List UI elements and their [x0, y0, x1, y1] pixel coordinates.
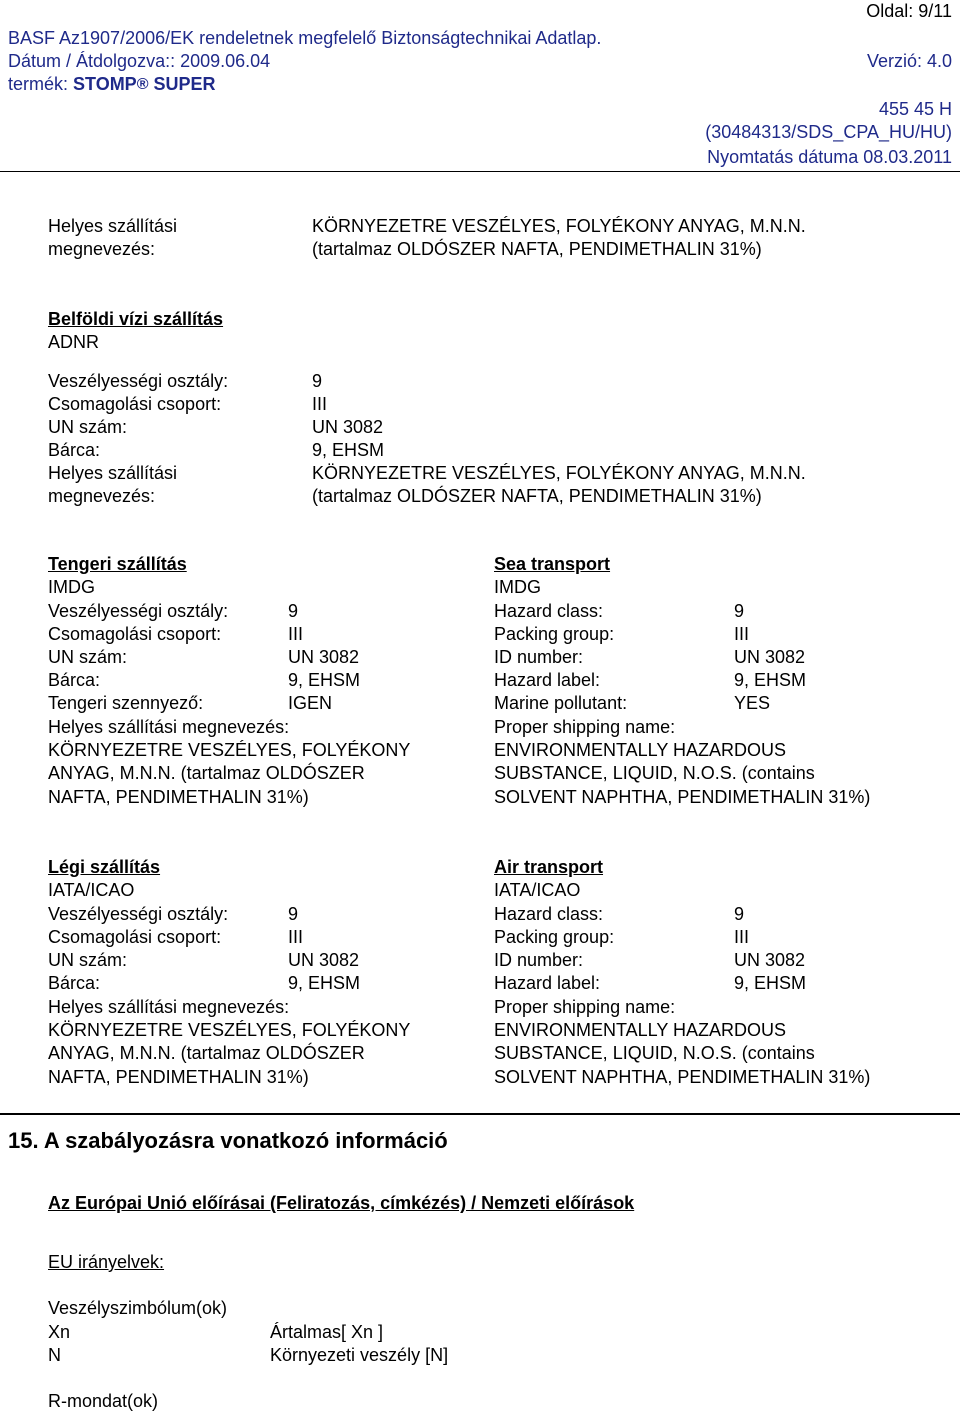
shipping-name-value: (tartalmaz OLDÓSZER NAFTA, PENDIMETHALIN 31%) [312, 239, 762, 259]
hazard-label-label: Hazard label: [494, 973, 601, 993]
product-prefix: termék: [8, 74, 74, 94]
air-code-en: IATA/ICAO [494, 880, 581, 900]
hazard-class-value: 9 [734, 904, 745, 924]
hazard-label-value: 9, EHSM [288, 670, 361, 690]
un-number-label: UN szám: [48, 417, 128, 437]
shipping-name-line: SOLVENT NAPHTHA, PENDIMETHALIN 31%) [494, 787, 871, 807]
hazard-class-label: Veszélyességi osztály: [48, 904, 229, 924]
shipping-name-value: (tartalmaz OLDÓSZER NAFTA, PENDIMETHALIN 31%) [312, 486, 762, 506]
air-heading-en: Air transport [494, 857, 604, 877]
hazard-class-label: Veszélyességi osztály: [48, 371, 229, 391]
shipping-name-label: Helyes szállítási megnevezés: [48, 997, 290, 1017]
header-divider [0, 171, 960, 172]
packing-group-label: Packing group: [494, 927, 615, 947]
hazard-class-value: 9 [288, 601, 299, 621]
un-number-value: UN 3082 [288, 647, 360, 667]
hazard-label-label: Hazard label: [494, 670, 601, 690]
shipping-name-line: KÖRNYEZETRE VESZÉLYES, FOLYÉKONY [48, 1020, 411, 1040]
hazard-label-value: 9, EHSM [734, 670, 807, 690]
hazard-class-value: 9 [288, 904, 299, 924]
symbol-code: Xn [48, 1322, 71, 1342]
symbol-description: Ártalmas[ Xn ] [270, 1322, 384, 1342]
shipping-name-line: NAFTA, PENDIMETHALIN 31%) [48, 787, 309, 807]
id-number-value: UN 3082 [734, 950, 806, 970]
shipping-name-line: NAFTA, PENDIMETHALIN 31%) [48, 1067, 309, 1087]
sea-heading-hu: Tengeri szállítás [48, 554, 187, 574]
shipping-name-label: megnevezés: [48, 239, 156, 259]
packing-group-value: III [312, 394, 328, 414]
shipping-name-line: ANYAG, M.N.N. (tartalmaz OLDÓSZER [48, 1043, 365, 1063]
un-number-label: UN szám: [48, 647, 128, 667]
hazard-label-label: Bárca: [48, 973, 101, 993]
shipping-name-label: Helyes szállítási megnevezés: [48, 717, 290, 737]
shipping-name-line: KÖRNYEZETRE VESZÉLYES, FOLYÉKONY [48, 740, 411, 760]
shipping-name-value: KÖRNYEZETRE VESZÉLYES, FOLYÉKONY ANYAG, M.N.N. [312, 216, 806, 236]
page-number: Oldal: 9/11 [866, 1, 952, 21]
un-number-label: UN szám: [48, 950, 128, 970]
shipping-name-line: SUBSTANCE, LIQUID, N.O.S. (contains [494, 1043, 815, 1063]
product-code: 455 45 H [878, 99, 952, 119]
sea-code-hu: IMDG [48, 577, 95, 597]
sea-code-en: IMDG [494, 577, 541, 597]
eu-regulations-heading: Az Európai Unió előírásai (Feliratozás, címkézés) / Nemzeti előírások [48, 1193, 635, 1213]
packing-group-label: Packing group: [494, 624, 615, 644]
hazard-class-value: 9 [312, 371, 323, 391]
hazard-class-label: Hazard class: [494, 904, 604, 924]
shipping-name-line: ANYAG, M.N.N. (tartalmaz OLDÓSZER [48, 763, 365, 783]
shipping-name-line: ENVIRONMENTALLY HAZARDOUS [494, 1020, 787, 1040]
r-phrases-label: R-mondat(ok) [48, 1391, 159, 1411]
packing-group-value: III [288, 927, 304, 947]
product-name: STOMP® SUPER [73, 74, 216, 94]
hazard-class-label: Veszélyességi osztály: [48, 601, 229, 621]
id-number-label: ID number: [494, 647, 584, 667]
packing-group-label: Csomagolási csoport: [48, 624, 222, 644]
shipping-name-line: SOLVENT NAPHTHA, PENDIMETHALIN 31%) [494, 1067, 871, 1087]
marine-pollutant-label: Marine pollutant: [494, 693, 628, 713]
sea-heading-en: Sea transport [494, 554, 611, 574]
inland-code: ADNR [48, 332, 100, 352]
symbol-code: N [48, 1345, 61, 1365]
packing-group-value: III [734, 624, 750, 644]
hazard-label-label: Bárca: [48, 670, 101, 690]
print-date: Nyomtatás dátuma 08.03.2011 [707, 147, 952, 167]
marine-pollutant-value: IGEN [288, 693, 333, 713]
shipping-name-label: Helyes szállítási [48, 216, 178, 236]
un-number-value: UN 3082 [288, 950, 360, 970]
hazard-class-value: 9 [734, 601, 745, 621]
symbol-description: Környezeti veszély [N] [270, 1345, 449, 1365]
shipping-name-label: Helyes szállítási [48, 463, 178, 483]
packing-group-value: III [734, 927, 750, 947]
id-number-value: UN 3082 [734, 647, 806, 667]
packing-group-label: Csomagolási csoport: [48, 394, 222, 414]
un-number-value: UN 3082 [312, 417, 384, 437]
revision-date: Dátum / Átdolgozva:: 2009.06.04 [8, 51, 271, 71]
packing-group-value: III [288, 624, 304, 644]
hazard-label-label: Bárca: [48, 440, 101, 460]
shipping-name-label: megnevezés: [48, 486, 156, 506]
document-id: (30484313/SDS_CPA_HU/HU) [705, 122, 952, 142]
inland-heading: Belföldi vízi szállítás [48, 309, 224, 329]
registered-mark: ® [136, 76, 149, 93]
document-title: BASF Az1907/2006/EK rendeletnek megfelelő Biztonságtechnikai Adatlap. [8, 28, 602, 48]
hazard-label-value: 9, EHSM [288, 973, 361, 993]
product-line [8, 73, 216, 96]
marine-pollutant-label: Tengeri szennyező: [48, 693, 204, 713]
shipping-name-line: ENVIRONMENTALLY HAZARDOUS [494, 740, 787, 760]
shipping-name-label: Proper shipping name: [494, 717, 676, 737]
hazard-label-value: 9, EHSM [734, 973, 807, 993]
eu-directives-label: EU irányelvek: [48, 1252, 165, 1272]
hazard-label-value: 9, EHSM [312, 440, 385, 460]
air-code-hu: IATA/ICAO [48, 880, 135, 900]
shipping-name-label: Proper shipping name: [494, 997, 676, 1017]
section-divider [0, 1113, 960, 1115]
hazard-symbols-label: Veszélyszimbólum(ok) [48, 1298, 228, 1318]
air-heading-hu: Légi szállítás [48, 857, 161, 877]
section-15-title: 15. A szabályozásra vonatkozó információ [8, 1128, 448, 1153]
hazard-class-label: Hazard class: [494, 601, 604, 621]
shipping-name-value: KÖRNYEZETRE VESZÉLYES, FOLYÉKONY ANYAG, M.N.N. [312, 463, 806, 483]
id-number-label: ID number: [494, 950, 584, 970]
version: Verzió: 4.0 [866, 51, 952, 71]
shipping-name-line: SUBSTANCE, LIQUID, N.O.S. (contains [494, 763, 815, 783]
packing-group-label: Csomagolási csoport: [48, 927, 222, 947]
marine-pollutant-value: YES [734, 693, 771, 713]
